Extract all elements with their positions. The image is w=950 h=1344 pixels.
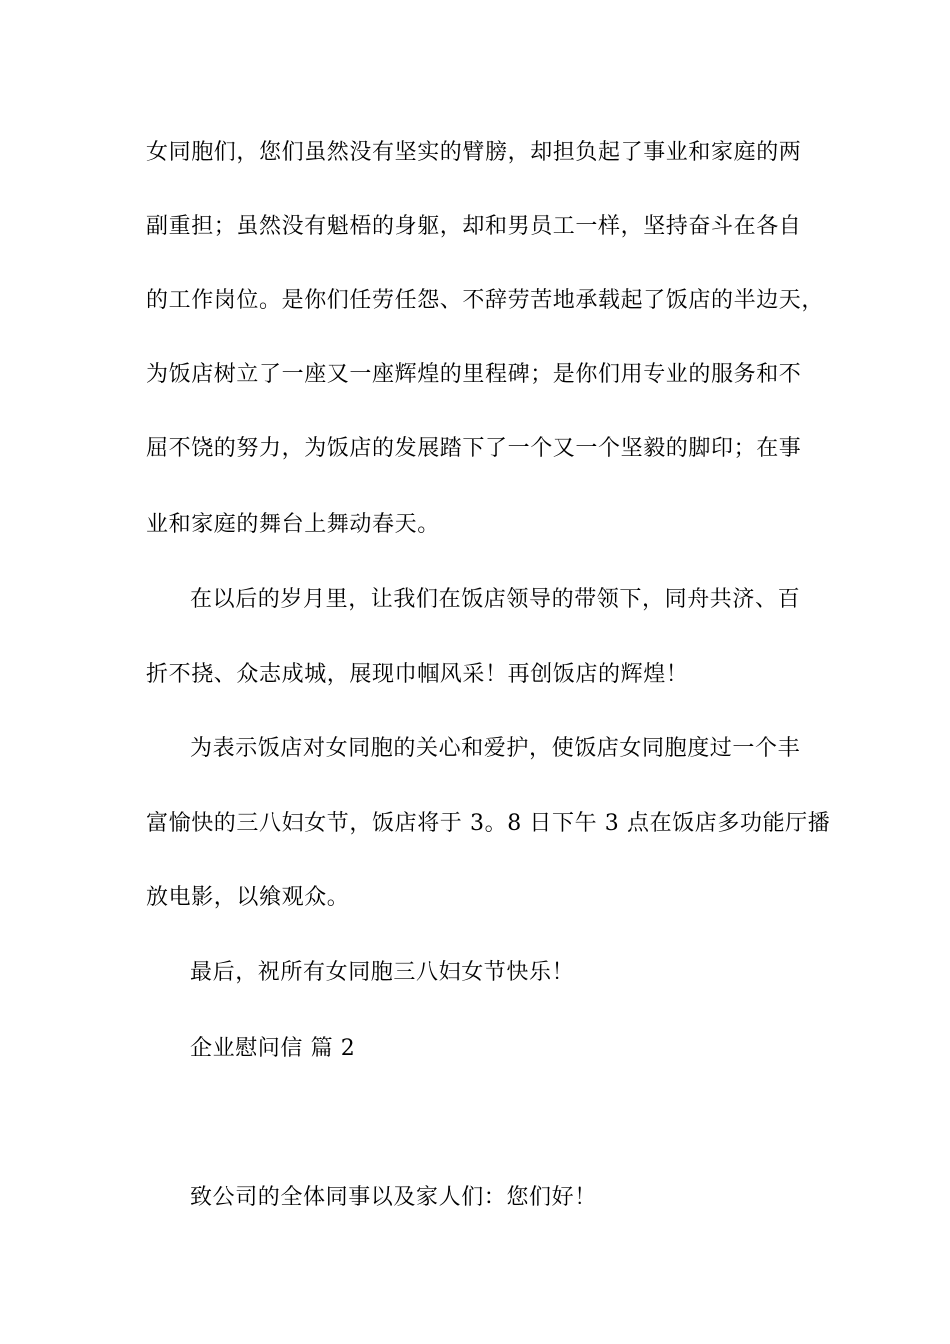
paragraph-line: 放电影，以飨观众。 xyxy=(146,885,350,910)
paragraph-line: 女同胞们，您们虽然没有坚实的臂膀，却担负起了事业和家庭的两 xyxy=(146,140,802,165)
paragraph-line: 为饭店树立了一座又一座辉煌的里程碑；是你们用专业的服务和不 xyxy=(146,362,802,387)
paragraph-line: 的工作岗位。是你们任劳任怨、不辞劳苦地承载起了饭店的半边天， xyxy=(146,288,825,313)
paragraph-line: 折不挠、众志成城，展现巾帼风采！再创饭店的辉煌！ xyxy=(146,662,689,687)
paragraph-line: 副重担；虽然没有魁梧的身躯，却和男员工一样，坚持奋斗在各自 xyxy=(146,214,802,239)
paragraph-line: 在以后的岁月里，让我们在饭店领导的带领下，同舟共济、百 xyxy=(190,587,801,612)
paragraph-line: 最后，祝所有女同胞三八妇女节快乐！ xyxy=(190,960,575,985)
paragraph-line: 屈不饶的努力，为饭店的发展踏下了一个又一个坚毅的脚印；在事 xyxy=(146,436,802,461)
paragraph-line: 业和家庭的舞台上舞动春天。 xyxy=(146,512,440,537)
paragraph-line: 富愉快的三八妇女节，饭店将于 3。8 日下午 3 点在饭店多功能厅播 xyxy=(146,811,831,836)
paragraph-line: 为表示饭店对女同胞的关心和爱护，使饭店女同胞度过一个丰 xyxy=(190,736,801,761)
section-heading: 企业慰问信 篇 2 xyxy=(190,1036,356,1061)
salutation-line: 致公司的全体同事以及家人们：您们好！ xyxy=(190,1185,597,1210)
